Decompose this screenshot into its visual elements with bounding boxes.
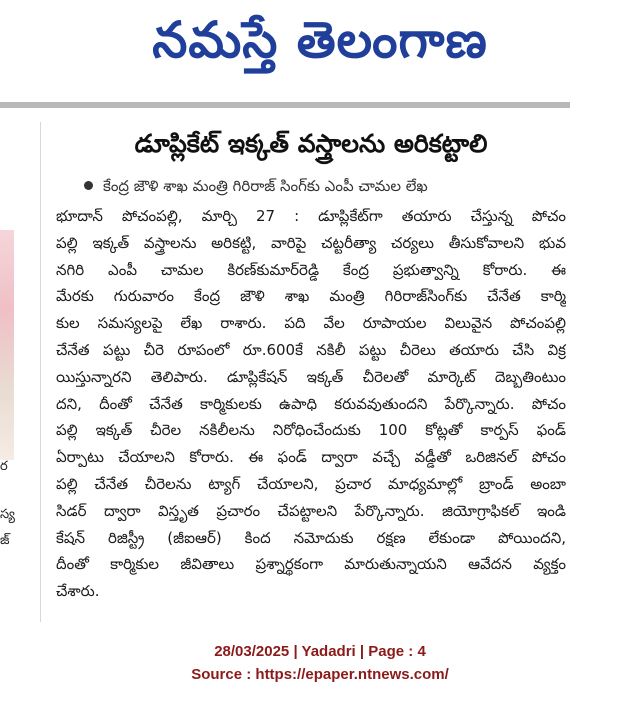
- article-body-line: ఏర్పాటు చేయాలని కోరారు. ఈ ఫండ్ ద్వారా వచ్చే వడ్డీతో ఒరిజినల్ పోచం: [56, 448, 566, 467]
- article-body-line: కుల సమస్యలపై లేఖ రాశారు. పది వేల రూపాయల విలువైన పోచంపల్లి: [56, 314, 566, 333]
- left-fragment: జ్: [0, 533, 10, 548]
- article-body-line: పల్లి చేనేత చీరెలను ట్యాగ్ చేయాలని, ప్రచార మాధ్యమాల్లో బ్రాండ్ అంబా: [56, 474, 566, 493]
- article-headline: డూప్లికేట్ ఇక్కత్ వస్త్రాలను అరికట్టాలి: [134, 129, 488, 158]
- left-fragment: స్య: [0, 507, 15, 522]
- article-body: [56, 203, 566, 605]
- column-divider: [40, 122, 41, 622]
- clipped-photo: [0, 230, 14, 460]
- article-subheadline: [56, 172, 566, 200]
- subheadline-text: కేంద్ర జౌళి శాఖ మంత్రి గిరిరాజ్ సింగ్‌కు ఎంపీ చామల లేఖ: [103, 177, 428, 195]
- article-body-line: దీంతో కార్మికుల జీవితాలు ప్రశ్నార్థకంగా మారుతున్నాయని ఆవేదన వ్యక్తం: [56, 555, 566, 574]
- masthead: [0, 0, 640, 110]
- article-body-line: కేషన్ రిజిస్ట్రీ (జీఐఆర్) కింద నమోదుకు రక్షణ లేకుండా పోయిందని,: [56, 528, 566, 547]
- article-body-line: నగిరి ఎంపీ చామల కిరణ్‌కుమార్‌రెడ్డి కేంద్ర ప్రభుత్వాన్ని కోరారు. ఈ: [56, 260, 566, 279]
- left-column-clipped: [0, 120, 16, 620]
- article-body-line: చేనేత పట్టు చీరె రూపంలో రూ.600కే నకిలీ పట్టు చీరెలు తయారు చేసి విక్ర: [56, 340, 566, 359]
- article-body-line: యిస్తున్నారని తెలిపారు. డూప్లికేషన్ ఇక్కత్ చీరెలతో మార్కెట్ దెబ్బతింటుం: [56, 367, 566, 386]
- left-fragment: ర: [0, 459, 8, 474]
- article-body-line: పల్లి ఇక్కత్ వస్త్రాలను అరికట్టి, వారిపై చట్టరీత్యా చర్యలు తీసుకోవాలని భువ: [56, 233, 566, 252]
- footer-source-line: Source : https://epaper.ntnews.com/: [191, 666, 449, 683]
- bullet-icon: [84, 181, 93, 190]
- article-body-line: చేశారు.: [56, 582, 100, 601]
- article-body-line: మేరకు గురువారం కేంద్ర జౌళి శాఖ మంత్రి గిరిరాజ్‌సింగ్‌కు చేనేత కార్మి: [56, 287, 566, 306]
- article-body-line: దని, దీంతో చేనేత కార్మికులకు ఉపాధి కరువవుతుందని పేర్కొన్నారు. పోచం: [56, 394, 566, 413]
- article-body-line: భూదాన్ పోచంపల్లి, మార్చి 27 : డూప్లికేట్‌గా తయారు చేస్తున్న పోచం: [56, 207, 566, 225]
- masthead-rule: [0, 102, 570, 108]
- article-body-line: సిడర్ ద్వారా విస్తృత ప్రచారం చేపట్టాలని పేర్కొన్నారు. జియోగ్రాఫికల్ ఇండి: [56, 501, 566, 520]
- article-body-line: పల్లి ఇక్కత్ చీరెల నకిలీలను నిరోధించేందుకు 100 కోట్లతో కార్పస్ ఫండ్: [56, 421, 566, 440]
- newspaper-logo: నమస్తే తెలంగాణ: [152, 11, 488, 69]
- footer-date-line: 28/03/2025 | Yadadri | Page : 4: [214, 643, 426, 660]
